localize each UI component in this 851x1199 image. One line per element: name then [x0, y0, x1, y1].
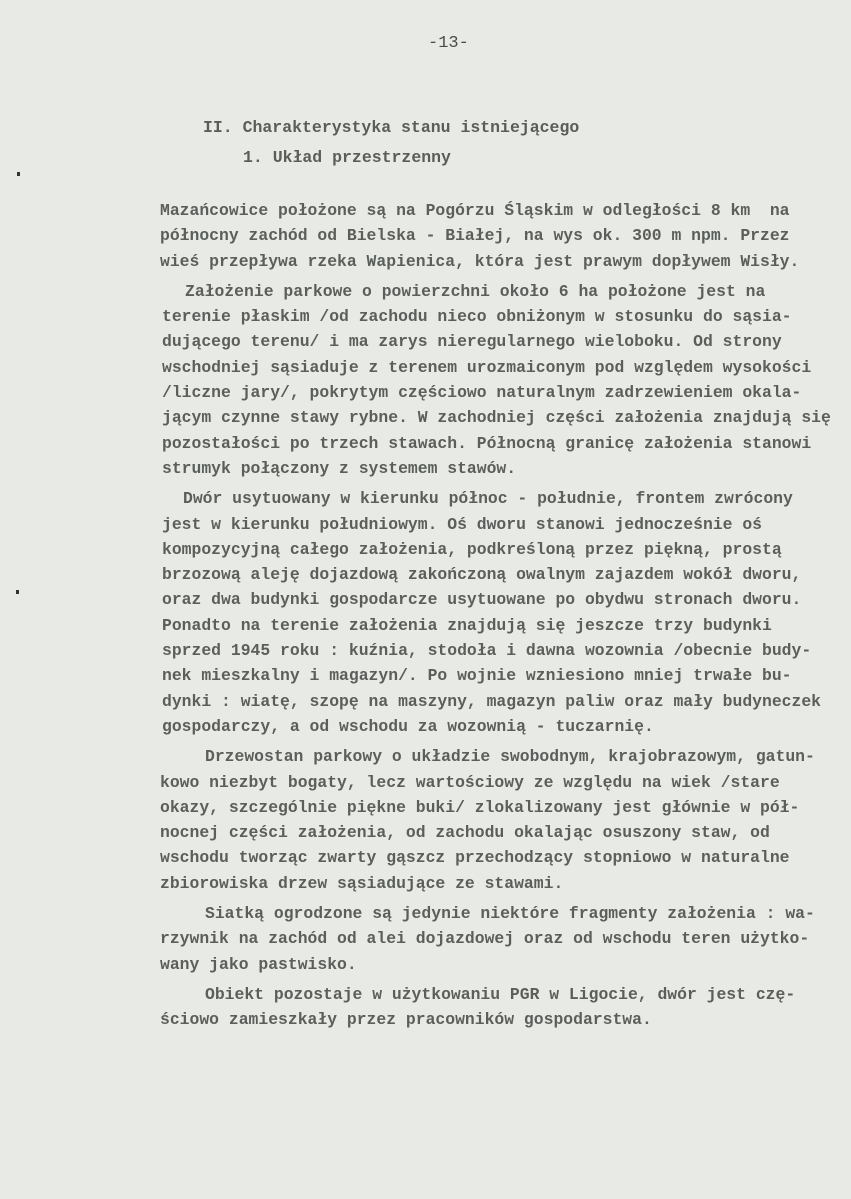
- text-line: strumyk połączony z systemem stawów.: [162, 458, 517, 478]
- text-line: terenie płaskim /od zachodu nieco obniżonym w stosunku do sąsia-: [162, 307, 792, 327]
- document-body: [160, 198, 850, 1038]
- text-line: wany jako pastwisko.: [160, 954, 357, 974]
- scan-mark: [16, 590, 19, 594]
- text-line: dującego terenu/ i ma zarys nieregularnego wieloboku. Od strony: [162, 332, 782, 352]
- text-line: północny zachód od Bielska - Białej, na wys ok. 300 m npm. Przez: [160, 226, 790, 246]
- text-line: sprzed 1945 roku : kuźnia, stodoła i dawna wozownia /obecnie budy-: [162, 641, 812, 661]
- text-line: nocnej części założenia, od zachodu okalając osuszony staw, od: [160, 823, 770, 843]
- paragraph: [160, 279, 850, 481]
- paragraph: [160, 744, 850, 896]
- paragraph: [160, 901, 850, 977]
- text-line: brzozową aleję dojazdową zakończoną owalnym zajazdem wokół dworu,: [162, 565, 802, 585]
- text-line: kompozycyjną całego założenia, podkreśloną przez piękną, prostą: [162, 539, 782, 559]
- page-number: -13-: [428, 34, 469, 53]
- text-line: kowo niezbyt bogaty, lecz wartościowy ze względu na wiek /stare: [160, 772, 780, 792]
- text-line: rzywnik na zachód od alei dojazdowej oraz od wschodu teren użytko-: [160, 929, 810, 949]
- text-line: /liczne jary/, pokrytym częściowo naturalnym zadrzewieniem okala-: [162, 383, 802, 403]
- text-line: wieś przepływa rzeka Wapienica, która jest prawym dopływem Wisły.: [160, 251, 800, 271]
- text-line: wschodniej sąsiaduje z terenem urozmaiconym pod względem wysokości: [162, 357, 812, 377]
- text-line: Siatką ogrodzone są jedynie niektóre fragmenty założenia : wa-: [205, 904, 815, 924]
- paragraph: [160, 982, 850, 1033]
- text-line: Mazańcowice położone są na Pogórzu Śląskim w odległości 8 km na: [160, 201, 790, 220]
- text-line: Założenie parkowe o powierzchni około 6 ha położone jest na: [185, 281, 766, 301]
- section-heading: II. Charakterystyka stanu istniejącego: [203, 118, 580, 137]
- text-line: jest w kierunku południowym. Oś dworu stanowi jednocześnie oś: [162, 514, 762, 534]
- paragraph: [160, 198, 850, 274]
- text-line: okazy, szczególnie piękne buki/ zlokalizowany jest głównie w pół-: [160, 797, 800, 817]
- text-line: pozostałości po trzech stawach. Północną granicę założenia stanowi: [162, 433, 812, 453]
- text-line: gospodarczy, a od wschodu za wozownią - tuczarnię.: [162, 716, 654, 736]
- text-line: nek mieszkalny i magazyn/. Po wojnie wzniesiono mniej trwałe bu-: [162, 666, 792, 686]
- text-line: jącym czynne stawy rybne. W zachodniej części założenia znajdują się: [162, 408, 831, 428]
- text-line: Obiekt pozostaje w użytkowaniu PGR w Ligocie, dwór jest czę-: [205, 984, 796, 1004]
- text-line: zbiorowiska drzew sąsiadujące ze stawami.: [160, 873, 564, 893]
- text-line: ściowo zamieszkały przez pracowników gospodarstwa.: [160, 1010, 652, 1030]
- paragraph: [160, 486, 850, 739]
- subsection-heading: 1. Układ przestrzenny: [243, 148, 451, 167]
- text-line: wschodu tworząc zwarty gąszcz przechodzący stopniowo w naturalne: [160, 848, 790, 868]
- text-line: oraz dwa budynki gospodarcze usytuowane po obydwu stronach dworu.: [162, 590, 802, 610]
- text-line: Drzewostan parkowy o układzie swobodnym, krajobrazowym, gatun-: [205, 747, 815, 767]
- text-line: dynki : wiatę, szopę na maszyny, magazyn paliw oraz mały budyneczek: [162, 691, 822, 711]
- text-line: Dwór usytuowany w kierunku północ - południe, frontem zwrócony: [183, 489, 793, 509]
- text-line: Ponadto na terenie założenia znajdują się jeszcze trzy budynki: [162, 615, 772, 635]
- scan-mark: [17, 172, 20, 176]
